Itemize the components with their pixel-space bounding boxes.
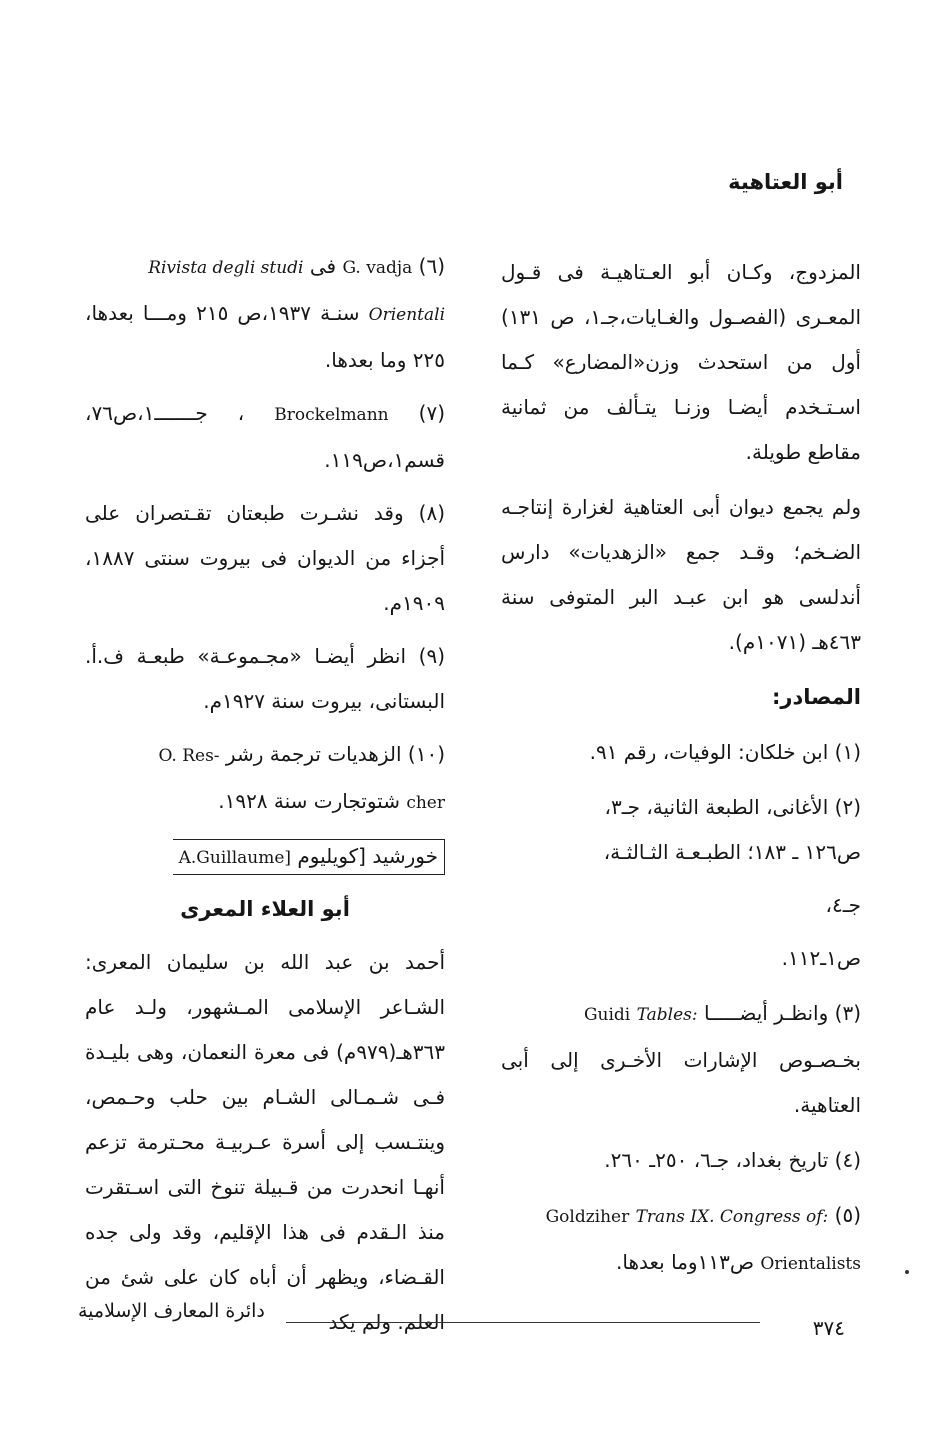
running-title: أبو العتاهية — [728, 170, 843, 194]
note-item — [85, 244, 445, 291]
sources-heading: المصادر: — [771, 685, 861, 709]
paragraph: ولم يجمع ديوان أبى العتاهية لغزارة إنتاجـه الضـخم؛ وقـد جمع «الزهديات» دارس أندلسى هو ابن عبـد البر المتوفى سنة ٤٦٣هـ (١٠٧١م). — [501, 495, 861, 654]
signature-box — [173, 839, 445, 875]
source-text: (٣) وانظـر أيضـــــا — [703, 1001, 861, 1025]
note-item: (٩) انظر أيضـا «مجـموعـة» طبعـة ف.أ. البستانى، بيروت سنة ١٩٢٧م. — [85, 644, 445, 713]
latin-text: Orientali — [368, 305, 446, 325]
note-text: شتوتجارت سنة ١٩٢٨. — [218, 789, 400, 813]
latin-text: Brockelmann — [274, 405, 389, 425]
source-item-cont — [501, 1240, 861, 1287]
latin-text: A.Guillaume] — [178, 848, 292, 868]
latin-text: Guidi — [583, 1005, 631, 1025]
note-item — [85, 732, 445, 779]
latin-text: G. vadja — [342, 258, 413, 278]
publication-title: دائرة المعارف الإسلامية — [78, 1300, 265, 1322]
article-heading: أبو العلاء المعرى — [180, 897, 350, 921]
latin-text: Goldziher — [545, 1207, 630, 1227]
scan-dot — [905, 1270, 909, 1274]
source-item — [501, 991, 861, 1038]
note-item-cont — [85, 779, 445, 826]
note-number: (٦) — [418, 254, 445, 278]
note-text: فى — [309, 254, 337, 278]
source-item: (١) ابن خلكان: الوفيات، رقم ٩١. — [589, 740, 861, 764]
note-text: (١٠) الزهديات ترجمة رشر — [225, 742, 445, 766]
latin-text: Orientalists — [760, 1254, 861, 1274]
source-item: (٤) تاريخ بغداد، جـ٦، ٢٥٠ـ ٢٦٠. — [604, 1148, 861, 1172]
latin-text: cher — [406, 793, 445, 813]
source-item — [501, 1193, 861, 1240]
note-item-cont — [85, 291, 445, 383]
latin-text: Rivista degli studi — [148, 258, 304, 278]
author-signature — [85, 834, 445, 879]
latin-text: Trans IX. Congress of: — [635, 1207, 829, 1227]
source-item-cont: جـ٤، — [825, 893, 861, 917]
source-item: (٢) الأغانى، الطبعة الثانية، جـ٣، — [604, 795, 861, 819]
paragraph: المزدوج، وكـان أبو العـتاهيـة فى قـول المعـرى (الفصـول والغـايات،جـ١، ص ١٣١) أول من استحدث وزن«المضارع» كـما اسـتـخدم أيضـا وزنـا يتـألف من ثمانية مقاطع طويلة. — [501, 260, 861, 464]
right-column — [501, 250, 861, 1297]
source-item-cont: ص١٢٦ ـ ١٨٣؛ الطبـعـة الثـالثـة، — [603, 840, 861, 864]
page-number: ٣٧٤ — [812, 1316, 845, 1340]
note-text: ، جـــــــ١،ص٧٦، قسم١،ص١١٩. — [85, 401, 445, 472]
left-column — [85, 244, 445, 1353]
footer-rule — [286, 1322, 760, 1323]
note-number: (٧) — [418, 401, 446, 425]
signature-text: خورشيد [كويليوم — [297, 844, 438, 868]
source-item-cont: بخـصـوص الإشارات الأخـرى إلى أبى العتاهية. — [501, 1048, 861, 1117]
note-item — [85, 391, 445, 483]
latin-text: Tables: — [636, 1005, 698, 1025]
note-item: (٨) وقد نشـرت طبعتان تقـتصران على أجزاء من الديوان فى بيروت سنتى ١٨٨٧، ١٩٠٩م. — [85, 501, 445, 615]
source-item-cont: ص١ـ١١٢. — [781, 946, 861, 970]
latin-text: O. Res- — [158, 746, 220, 766]
article-body: أحمد بن عبد الله بن سليمان المعرى: الشـاعر الإسلامى المـشهور، ولـد عام ٣٦٣هـ(٩٧٩م) فى معرة النعمان، وهى بليـدة فـى شـمـالى الشـام بين حلب وحـمص، وينتـسب إلى أسرة عـربيـة محـترمة تزعم أنهـا انحدرت من قـبيلة تنوخ التى اسـتقرت منذ الـقدم فى هذا الإقليم، وقد ولى جده القـضاء، ويظهر أن أباه كان على شئ من العلم. ولم يكد — [85, 950, 445, 1334]
note-text: سنـة ١٩٣٧،ص ٢١٥ ومـــا بعدها، ٢٢٥ وما بعدها. — [85, 301, 445, 372]
source-text: ص١١٣وما بعدها. — [616, 1250, 754, 1274]
source-number: (٥) — [834, 1203, 861, 1227]
